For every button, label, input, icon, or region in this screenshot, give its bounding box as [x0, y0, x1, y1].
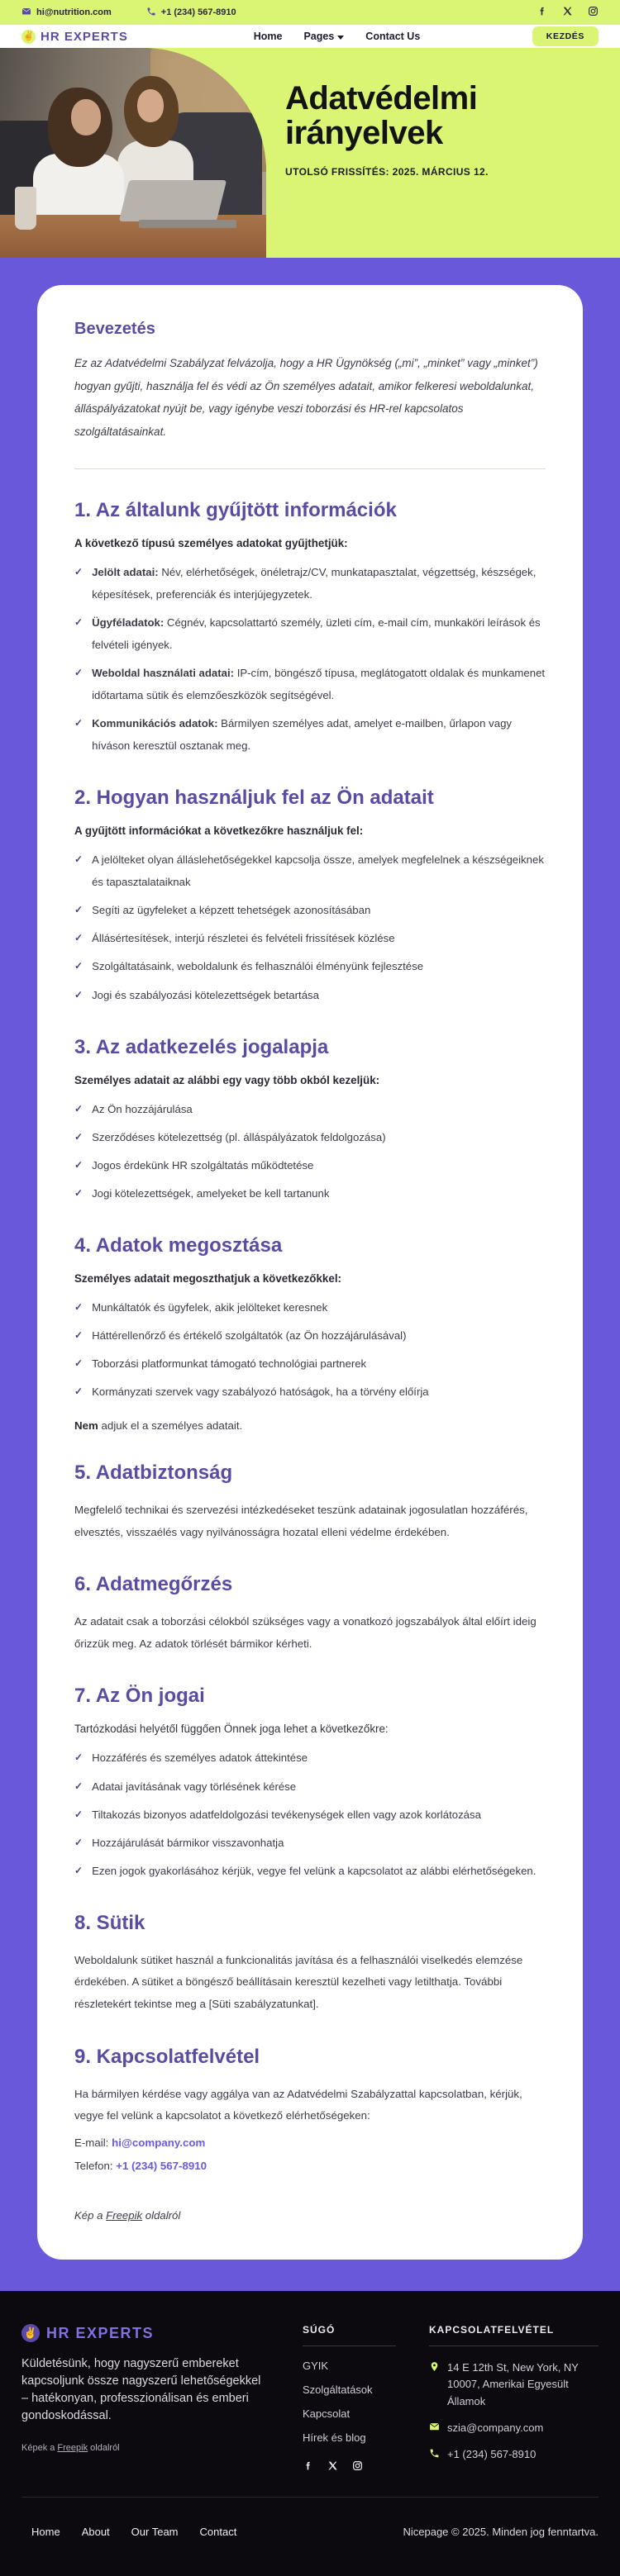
brand-logo[interactable]: [21, 30, 128, 44]
policy-section: [74, 1685, 546, 1881]
list-item: [74, 1324, 546, 1347]
footer-help-column: [303, 2324, 396, 2475]
brand-name: HR EXPERTS: [41, 29, 128, 44]
list-item: [74, 984, 546, 1006]
list-item-label: Weboldal használati adatai:: [92, 666, 235, 679]
section-paragraph: Weboldalunk sütiket használ a funkcionalitás javítása és a felhasználói viselkedés elemzése érdekében. A sütiket a böngésző beállításain keresztül kezelheti vagy letilthatja. További részletekért tekintse meg a [Süti szabályzatunkat].: [74, 1953, 523, 2010]
freepik-link[interactable]: Freepik: [106, 2209, 143, 2222]
hero-section: [0, 48, 620, 258]
list-item-text: Kormányzati szervek vagy szabályozó hatóságok, ha a törvény előírja: [92, 1385, 429, 1398]
check-icon: ✓: [74, 1808, 83, 1820]
check-icon: ✓: [74, 717, 83, 730]
topbar-phone-text: +1 (234) 567-8910: [160, 7, 236, 17]
footer-phone-link[interactable]: +1 (234) 567-8910: [429, 2446, 599, 2463]
footer-brand-logo[interactable]: [21, 2324, 269, 2342]
list-item: [74, 1352, 546, 1375]
check-icon: ✓: [74, 1780, 83, 1792]
phone-icon: [146, 7, 156, 19]
policy-section: [74, 1573, 546, 1655]
check-icon: ✓: [74, 1102, 83, 1115]
list-item-text: A jelölteket olyan álláslehetőségekkel kapcsolja össze, amelyek megfelelnek a készségeiknek és tapasztalataiknak: [92, 853, 544, 889]
facebook-icon[interactable]: [537, 6, 547, 19]
hero-image: [0, 48, 266, 258]
footer-bottom-nav-link[interactable]: Home: [31, 2526, 60, 2539]
check-icon: ✓: [74, 1385, 83, 1397]
page-title: Adatvédelmi irányelvek: [285, 80, 478, 152]
list-item: [74, 1775, 546, 1798]
section-title: 8. Sütik: [74, 1911, 145, 1934]
intro-paragraph: Ez az Adatvédelmi Szabályzat felvázolja, hogy a HR Ügynökség („mi”, „minket” vagy „minket”) hogyan gyűjti, használja fel és védi az Ön személyes adatait, amikor felkeresi weboldalunkat, álláspályázatokat nyújt be, vagy igénybe veszi toborzási és HR-rel kapcsolatos szolgáltatásainkat.: [74, 357, 538, 439]
checklist: [74, 1098, 546, 1205]
footer-help-link[interactable]: Kapcsolat: [303, 2407, 351, 2421]
list-item-text: Az Ön hozzájárulása: [92, 1102, 193, 1115]
list-item-text: Szolgáltatásaink, weboldalunk és felhasználói élményünk fejlesztése: [92, 960, 424, 973]
footer-freepik-link[interactable]: Freepik: [57, 2443, 88, 2454]
list-item-text: Jogos érdekünk HR szolgáltatás működtetése: [92, 1158, 314, 1172]
section-lead: Tartózkodási helyétől függően Önnek joga lehet a következőkre:: [74, 1723, 389, 1736]
list-item: [74, 1154, 546, 1176]
list-item-label: Ügyféladatok:: [92, 615, 165, 629]
footer-help-link[interactable]: GYIK: [303, 2360, 329, 2373]
check-icon: ✓: [74, 904, 83, 916]
check-icon: ✓: [74, 1751, 83, 1764]
site-footer: [0, 2291, 620, 2576]
list-item-text: Állásértesítések, interjú részletei és felvételi frissítések közlése: [92, 932, 395, 945]
section-paragraph: Az adatait csak a toborzási célokból szükséges vagy a vonatkozó jogszabályok által előírt ideig őrizzük meg. Az adatok törlését bármikor kérheti.: [74, 1615, 537, 1650]
contact-line: E-mail: hi@company.com: [74, 2136, 206, 2149]
check-icon: ✓: [74, 1357, 83, 1369]
footer-brand-hand-icon: ✌: [21, 2324, 40, 2342]
list-item: [74, 1747, 546, 1769]
list-item-text: Hozzájárulását bármikor visszavonhatja: [92, 1836, 284, 1849]
section-lead: Személyes adatait az alábbi egy vagy több okból kezeljük:: [74, 1073, 380, 1086]
kezdes-button[interactable]: KEZDÉS: [532, 26, 599, 46]
footer-help-heading: SÚGÓ: [303, 2324, 396, 2346]
x-twitter-icon[interactable]: [327, 2460, 338, 2475]
checklist: [74, 848, 546, 1005]
list-item: [74, 1381, 546, 1403]
section-paragraph: Ha bármilyen kérdése vagy aggálya van az Adatvédelmi Szabályzattal kapcsolatban, kérjük, vegye fel velünk a kapcsolatot a következő elérhetőségeken:: [74, 2087, 522, 2122]
policy-section: [74, 1912, 546, 2016]
policy-section: [74, 787, 546, 1005]
instagram-icon[interactable]: [588, 6, 599, 19]
check-icon: ✓: [74, 615, 83, 628]
section-title: 2. Hogyan használjuk fel az Ön adatait: [74, 787, 434, 810]
footer-help-links: [303, 2360, 396, 2444]
nav-contact-us[interactable]: Contact Us: [365, 31, 421, 42]
policy-section: [74, 1234, 546, 1432]
section-title: 7. Az Ön jogai: [74, 1685, 205, 1708]
brand-hand-icon: ✌: [21, 30, 36, 44]
footer-bottom-nav: [31, 2526, 236, 2538]
list-item-text: Háttérellenőrző és értékelő szolgáltatók (az Ön hozzájárulásával): [92, 1328, 407, 1342]
footer-about-column: [21, 2324, 269, 2475]
check-icon: ✓: [74, 1158, 83, 1171]
list-item-text: Jogi kötelezettségek, amelyeket be kell tartanunk: [92, 1186, 330, 1200]
list-item: [74, 1126, 546, 1148]
policy-sections: [74, 499, 546, 2177]
section-lead: A következő típusú személyes adatokat gyűjthetjük:: [74, 536, 348, 549]
check-icon: ✓: [74, 853, 83, 866]
list-item-label: Kommunikációs adatok:: [92, 717, 218, 730]
check-icon: ✓: [74, 932, 83, 944]
list-item: [74, 848, 546, 893]
check-icon: ✓: [74, 1836, 83, 1848]
check-icon: ✓: [74, 960, 83, 972]
list-item-text: Jogi és szabályozási kötelezettségek betartása: [92, 988, 319, 1001]
policy-card: [37, 285, 583, 2260]
main-nav: [153, 31, 521, 42]
topbar-email-link[interactable]: [21, 7, 112, 19]
list-item: [74, 1098, 546, 1120]
list-item-text: Ezen jogok gyakorlásához kérjük, vegye fel velünk a kapcsolatot az alábbi elérhetőségeken.: [92, 1864, 537, 1877]
intro-heading: Bevezetés: [74, 320, 155, 338]
contact-link[interactable]: hi@company.com: [112, 2136, 206, 2149]
topbar-social: [537, 6, 599, 19]
policy-section: [74, 2046, 546, 2177]
policy-section: [74, 1036, 546, 1205]
chevron-down-icon: [337, 36, 344, 40]
list-item-label: Jelölt adatai:: [92, 565, 159, 578]
list-item: [74, 1296, 546, 1319]
section-title: 3. Az adatkezelés jogalapja: [74, 1035, 329, 1058]
list-item-text: Szerződéses kötelezettség (pl. álláspályázatok feldolgozása): [92, 1130, 386, 1143]
last-updated-text: UTOLSÓ FRISSÍTÉS: 2025. MÁRCIUS 12.: [285, 165, 489, 178]
phone-icon: [429, 2448, 440, 2459]
section-title: 4. Adatok megosztása: [74, 1233, 283, 1257]
location-pin-icon: [429, 2361, 440, 2372]
footer-image-credit: Képek a Freepik oldalról: [21, 2443, 120, 2454]
footer-bottom-nav-link[interactable]: Our Team: [131, 2526, 179, 2539]
list-item-text: Toborzási platformunkat támogató technológiai partnerek: [92, 1357, 367, 1370]
list-item: [74, 561, 546, 606]
list-item: [74, 1860, 546, 1882]
facebook-icon[interactable]: [303, 2460, 313, 2475]
footer-address: 14 E 12th St, New York, NY 10007, Amerikai Egyesült Államok: [429, 2360, 599, 2409]
footer-contact-column: [429, 2324, 599, 2475]
list-item-text: Weboldal használati adatai: IP-cím, böngésző típusa, meglátogatott oldalak és munkamenet időtartama sütik és elemzőeszközök segítségével.: [92, 666, 546, 701]
footer-brand-name: HR EXPERTS: [46, 2324, 155, 2341]
envelope-icon: [21, 7, 31, 19]
check-icon: ✓: [74, 1328, 83, 1341]
checklist: [74, 561, 546, 758]
envelope-icon: [429, 2422, 440, 2432]
instagram-icon[interactable]: [352, 2460, 363, 2475]
image-credit: Kép a Freepik oldalról: [74, 2209, 181, 2222]
footer-email-link[interactable]: szia@company.com: [429, 2420, 599, 2436]
policy-section: [74, 499, 546, 758]
nav-pages[interactable]: Pages: [303, 31, 344, 42]
check-icon: ✓: [74, 1300, 83, 1313]
section-title: 9. Kapcsolatfelvétel: [74, 2045, 260, 2068]
check-icon: ✓: [74, 666, 83, 678]
topbar-phone-link[interactable]: [146, 7, 236, 19]
list-item-text: Tiltakozás bizonyos adatfeldolgozási tevékenységek ellen vagy azok korlátozása: [92, 1808, 481, 1821]
footer-bottom-nav-link[interactable]: About: [81, 2526, 110, 2539]
check-icon: ✓: [74, 565, 83, 577]
list-item-text: Segíti az ügyfeleket a képzett tehetségek azonosításában: [92, 904, 371, 917]
check-icon: ✓: [74, 1864, 83, 1876]
footnote-bold: Nem: [74, 1419, 98, 1433]
list-item-text: Munkáltatók és ügyfelek, akik jelölteket keresnek: [92, 1300, 328, 1314]
section-lead: Személyes adatait megoszthatjuk a következőkkel:: [74, 1271, 341, 1285]
footer-help-link[interactable]: Szolgáltatások: [303, 2384, 373, 2397]
list-item-text: Adatai javításának vagy törlésének kérése: [92, 1780, 297, 1793]
policy-section: [74, 1461, 546, 1543]
top-bar: [0, 0, 620, 25]
contact-link[interactable]: +1 (234) 567-8910: [116, 2159, 207, 2172]
list-item-text: Jelölt adatai: Név, elérhetőségek, önéletrajz/CV, munkatapasztalat, végzettség, készségek, képesítések, preferenciák és interjújegyzetek.: [92, 565, 537, 601]
topbar-email-text: hi@nutrition.com: [36, 7, 112, 17]
list-item: [74, 611, 546, 656]
check-icon: ✓: [74, 988, 83, 1000]
list-item: [74, 927, 546, 949]
list-item-text: Hozzáférés és személyes adatok áttekintése: [92, 1751, 308, 1765]
list-item: [74, 1182, 546, 1205]
list-item-text: Ügyféladatok: Cégnév, kapcsolattartó személy, üzleti cím, e-mail cím, munkaköri leírások és felvételi igények.: [92, 615, 541, 651]
footer-help-link[interactable]: Hírek és blog: [303, 2431, 366, 2445]
contact-line: Telefon: +1 (234) 567-8910: [74, 2159, 207, 2172]
nav-home[interactable]: Home: [253, 31, 283, 42]
section-lead: A gyűjtött információkat a következőkre használjuk fel:: [74, 825, 364, 838]
copyright-text: Nicepage © 2025. Minden jog fenntartva.: [403, 2526, 599, 2539]
x-twitter-icon[interactable]: [562, 6, 573, 19]
footer-social: [303, 2460, 396, 2475]
check-icon: ✓: [74, 1130, 83, 1143]
list-item: [74, 712, 546, 757]
checklist: [74, 1747, 546, 1881]
site-header: [0, 25, 620, 48]
check-icon: ✓: [74, 1186, 83, 1199]
footer-bottom-bar: [21, 2497, 599, 2576]
list-item: [74, 955, 546, 977]
divider: [74, 468, 546, 469]
footer-contact-heading: KAPCSOLATFELVÉTEL: [429, 2324, 599, 2346]
content-band: [0, 258, 620, 2291]
footer-mission: Küldetésünk, hogy nagyszerű embereket kapcsoljunk össze nagyszerű lehetőségekkel – hatékonyan, professzionálisan és emberi gondoskodással.: [21, 2357, 261, 2423]
section-title: 1. Az általunk gyűjtött információk: [74, 498, 397, 521]
section-title: 5. Adatbiztonság: [74, 1461, 233, 1485]
list-item: [74, 1804, 546, 1826]
list-item: [74, 662, 546, 706]
list-item: [74, 899, 546, 921]
section-paragraph: Megfelelő technikai és szervezési intézkedéseket teszünk adatainak jogosulatlan hozzáférés, elvesztés, visszaélés vagy nyilvánosságra hozatal elleni védelme érdekében.: [74, 1504, 528, 1538]
checklist: [74, 1296, 546, 1403]
list-item-text: Kommunikációs adatok: Bármilyen személyes adat, amelyet e-mailben, űrlapon vagy híváson keresztül osztanak meg.: [92, 717, 512, 753]
section-footnote: Nem adjuk el a személyes adatait.: [74, 1419, 243, 1433]
footer-bottom-nav-link[interactable]: Contact: [199, 2526, 237, 2539]
list-item: [74, 1832, 546, 1854]
section-title: 6. Adatmegőrzés: [74, 1573, 233, 1596]
